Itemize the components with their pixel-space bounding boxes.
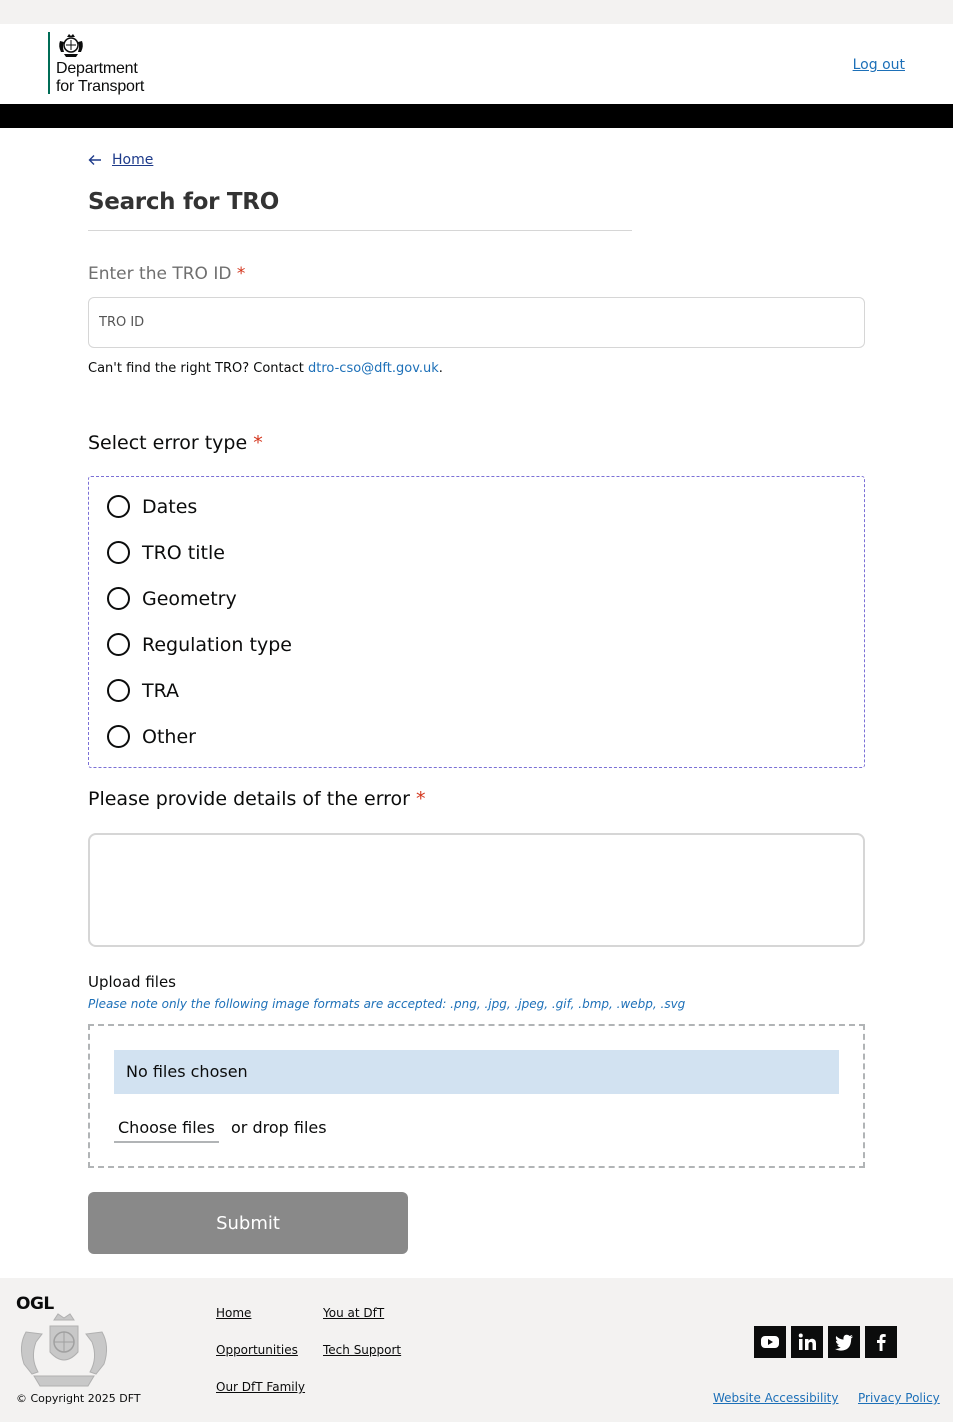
top-strip — [0, 0, 953, 24]
site-header — [0, 24, 953, 104]
footer-link-tech-support[interactable]: Tech Support — [323, 1343, 402, 1357]
ogl-logo: OGL — [16, 1294, 54, 1314]
logo-text-line1: Department — [56, 60, 138, 77]
choose-files-button[interactable]: Choose files — [114, 1116, 219, 1143]
page-title: Search for TRO — [88, 189, 279, 215]
facebook-icon[interactable] — [865, 1326, 897, 1358]
privacy-policy-link[interactable]: Privacy Policy — [858, 1391, 940, 1405]
radio-tro-title[interactable] — [107, 541, 225, 564]
header-bottom-bar — [0, 104, 953, 128]
footer-link-home[interactable]: Home — [216, 1306, 252, 1320]
radio-regulation-type[interactable] — [107, 633, 292, 656]
youtube-glyph — [759, 1331, 781, 1353]
royal-crest-icon — [56, 32, 86, 58]
radio-button[interactable] — [107, 541, 130, 564]
radio-button[interactable] — [107, 495, 130, 518]
radio-label: Other — [142, 725, 196, 748]
website-accessibility-link[interactable]: Website Accessibility — [713, 1391, 839, 1405]
radio-label: Geometry — [142, 587, 237, 610]
radio-button[interactable] — [107, 633, 130, 656]
radio-tra[interactable] — [107, 679, 179, 702]
footer-link-opportunities[interactable]: Opportunities — [216, 1343, 298, 1357]
tro-id-label-text: Enter the TRO ID — [88, 264, 232, 284]
twitter-glyph — [833, 1331, 855, 1353]
radio-label: TRO title — [142, 541, 225, 564]
radio-label: Dates — [142, 495, 198, 518]
error-details-textarea[interactable] — [88, 833, 865, 947]
copyright-text: © Copyright 2025 DFT — [16, 1392, 141, 1405]
tro-id-input[interactable] — [88, 297, 865, 348]
footer-link-you-at-dft[interactable]: You at DfT — [323, 1306, 385, 1320]
help-text — [88, 361, 443, 376]
royal-coat-of-arms-icon — [16, 1312, 112, 1392]
submit-button[interactable]: Submit — [88, 1192, 408, 1254]
logo-bar — [48, 32, 50, 94]
upload-label: Upload files — [88, 973, 176, 991]
radio-label: TRA — [142, 679, 180, 702]
radio-label: Regulation type — [142, 633, 292, 656]
required-marker: * — [236, 264, 246, 284]
file-status: No files chosen — [114, 1050, 839, 1094]
footer-link-dft-family[interactable]: Our DfT Family — [216, 1380, 306, 1394]
radio-button[interactable] — [107, 679, 130, 702]
radio-geometry[interactable] — [107, 587, 237, 610]
radio-button[interactable] — [107, 587, 130, 610]
details-label-text: Please provide details of the error — [88, 788, 410, 810]
upload-format-note: Please note only the following image formats are accepted: .png, .jpg, .jpeg, .gif, .bmp, .webp, .svg — [88, 997, 686, 1011]
error-type-label-text: Select error type — [88, 432, 248, 454]
title-divider — [88, 230, 632, 231]
support-email-link[interactable]: dtro-cso@dft.gov.uk — [308, 361, 439, 376]
required-marker: * — [416, 788, 426, 810]
file-dropzone[interactable] — [88, 1024, 865, 1168]
drop-files-text: or drop files — [231, 1118, 327, 1137]
details-label — [88, 788, 426, 810]
error-type-label — [88, 432, 263, 454]
youtube-icon[interactable] — [754, 1326, 786, 1358]
dft-logo[interactable] — [48, 32, 158, 96]
site-footer — [0, 1278, 953, 1422]
arrow-left-icon — [88, 153, 102, 167]
linkedin-icon[interactable] — [791, 1326, 823, 1358]
back-link-label: Home — [112, 152, 154, 168]
linkedin-glyph — [796, 1331, 818, 1353]
help-text-suffix: . — [438, 361, 443, 376]
radio-button[interactable] — [107, 725, 130, 748]
help-text-body: Can't find the right TRO? Contact — [88, 361, 308, 376]
required-marker: * — [253, 432, 263, 454]
twitter-icon[interactable] — [828, 1326, 860, 1358]
logout-link[interactable]: Log out — [852, 57, 905, 73]
back-link[interactable] — [88, 152, 153, 168]
radio-dates[interactable] — [107, 495, 197, 518]
error-type-radio-group — [88, 476, 865, 768]
logo-text-line2: for Transport — [56, 78, 145, 95]
radio-other[interactable] — [107, 725, 196, 748]
tro-id-label — [88, 264, 245, 284]
facebook-glyph — [870, 1331, 892, 1353]
